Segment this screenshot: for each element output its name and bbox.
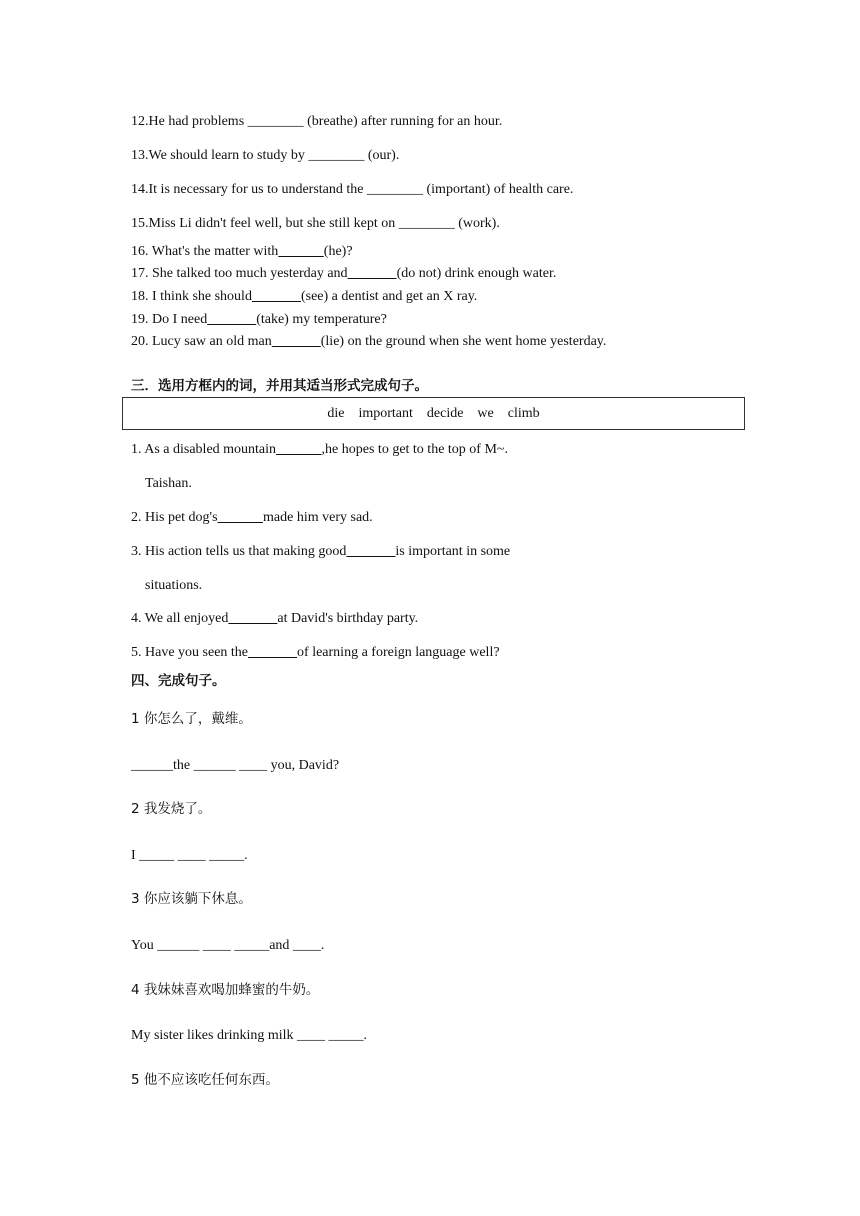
section-3-question-3-continuation: situations. xyxy=(145,578,203,593)
section-4-title: 四、完成句子。 xyxy=(131,673,226,689)
answer-blank[interactable] xyxy=(278,244,324,259)
question-13: 13.We should learn to study by ________ (our). xyxy=(131,148,400,163)
section-3-question-4: 4. We all enjoyed at David's birthday party. xyxy=(131,611,419,626)
section-3-question-5: 5. Have you seen the of learning a foreign language well? xyxy=(131,645,500,660)
question-20: 20. Lucy saw an old man (lie) on the ground when she went home yesterday. xyxy=(131,334,607,349)
section-4-prompt-5: 5 他不应该吃任何东西。 xyxy=(131,1072,279,1088)
question-16: 16. What's the matter with (he)? xyxy=(131,244,353,259)
question-12: 12.He had problems ________ (breathe) after running for an hour. xyxy=(131,114,503,129)
question-15: 15.Miss Li didn't feel well, but she still kept on ________ (work). xyxy=(131,216,500,231)
answer-blank[interactable] xyxy=(218,510,264,525)
section-4-prompt-4: 4 我妹妹喜欢喝加蜂蜜的牛奶。 xyxy=(131,982,320,998)
section-4-sentence-4: My sister likes drinking milk ____ _____. xyxy=(131,1028,368,1043)
word-box: die important decide we climb xyxy=(122,397,745,430)
section-3-question-2: 2. His pet dog's made him very sad. xyxy=(131,510,373,525)
question-19: 19. Do I need (take) my temperature? xyxy=(131,312,387,327)
question-17: 17. She talked too much yesterday and (do not) drink enough water. xyxy=(131,266,557,281)
answer-blank[interactable] xyxy=(228,611,277,626)
section-3-question-1: 1. As a disabled mountain ,he hopes to get to the top of M~. xyxy=(131,442,508,457)
section-3-title: 三．选用方框内的词，并用其适当形式完成句子。 xyxy=(131,378,428,394)
answer-blank[interactable] xyxy=(252,289,301,304)
section-4-sentence-1: ______the ______ ____ you, David? xyxy=(131,758,340,773)
answer-blank[interactable] xyxy=(348,266,397,281)
section-4-sentence-3: You ______ ____ _____and ____. xyxy=(131,938,325,953)
answer-blank[interactable] xyxy=(207,312,256,327)
section-3-question-1-continuation: Taishan. xyxy=(145,476,192,491)
section-4-prompt-2: 2 我发烧了。 xyxy=(131,801,212,817)
section-4-sentence-2: I _____ ____ _____. xyxy=(131,848,248,863)
question-14: 14.It is necessary for us to understand the ________ (important) of health care. xyxy=(131,182,574,197)
section-3-question-3: 3. His action tells us that making good is important in some xyxy=(131,544,511,559)
answer-blank[interactable] xyxy=(346,544,395,559)
answer-blank[interactable] xyxy=(248,645,297,660)
question-18: 18. I think she should (see) a dentist and get an X ray. xyxy=(131,289,478,304)
section-4-prompt-3: 3 你应该躺下休息。 xyxy=(131,891,252,907)
section-4-prompt-1: 1 你怎么了，戴维。 xyxy=(131,711,252,727)
answer-blank[interactable] xyxy=(276,442,322,457)
answer-blank[interactable] xyxy=(272,334,321,349)
